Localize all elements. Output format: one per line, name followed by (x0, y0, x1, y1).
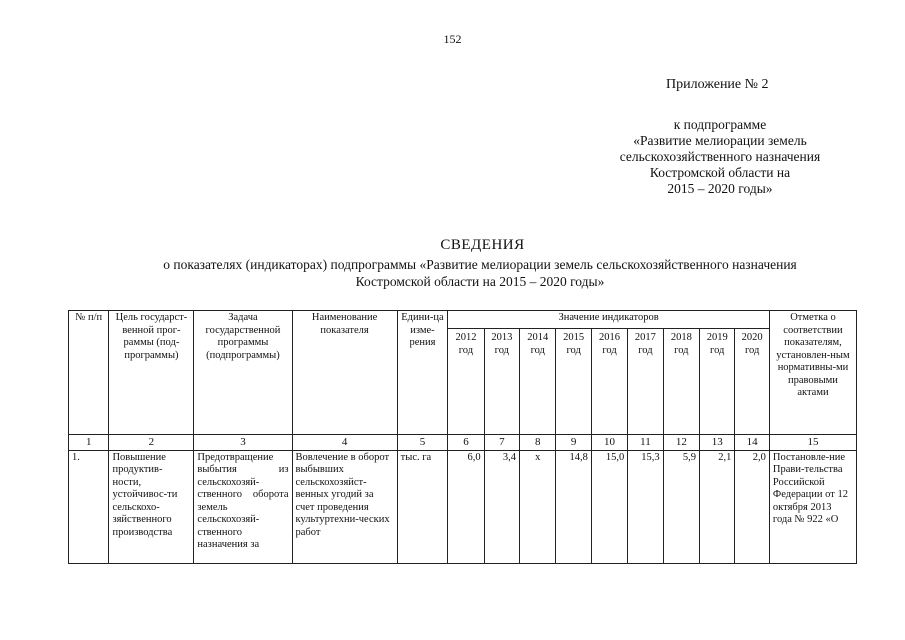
document-subheading (90, 256, 870, 290)
column-number: 7 (484, 435, 519, 451)
document-heading: СВЕДЕНИЯ (440, 237, 525, 253)
column-number: 13 (700, 435, 735, 451)
header-year: 2019 год (700, 329, 735, 435)
appendix-title: Приложение № 2 (666, 77, 769, 92)
header-year: 2013 год (484, 329, 519, 435)
table-row (69, 450, 857, 563)
row-num: 1. (69, 450, 109, 563)
column-number: 14 (735, 435, 770, 451)
row-goal: Повышение продуктив-ности, устойчивос-ти сельскохо-зяйственного производства (109, 450, 194, 563)
row-value: 2,1 (700, 450, 735, 563)
ref-line: Костромской области на (649, 165, 791, 180)
ref-line: сельскохозяйственного назначения (619, 149, 821, 164)
column-number: 4 (292, 435, 397, 451)
page-number: 152 (443, 32, 462, 46)
row-value: 3,4 (484, 450, 519, 563)
column-number: 15 (769, 435, 856, 451)
row-unit: тыс. га (397, 450, 448, 563)
column-number: 2 (109, 435, 194, 451)
header-note: Отметка о соответствии показателям, установлен-ным нормативны-ми правовыми актами (769, 311, 856, 435)
subprogram-reference (590, 117, 850, 197)
column-number: 9 (556, 435, 591, 451)
column-number: 12 (663, 435, 699, 451)
header-goal: Цель государст-венной прог-раммы (под-программы) (109, 311, 194, 435)
row-value: 14,8 (556, 450, 591, 563)
header-num: № п/п (69, 311, 109, 435)
column-number: 1 (69, 435, 109, 451)
ref-line: 2015 – 2020 годы» (667, 181, 773, 196)
header-indicator-name: Наименование показателя (292, 311, 397, 435)
column-number: 3 (194, 435, 292, 451)
header-year: 2012 год (448, 329, 484, 435)
header-values-group: Значение индикаторов (448, 311, 770, 329)
row-note: Постановле-ние Прави-тельства Российской Федерации от 12 октября 2013 года № 922 «О (769, 450, 856, 563)
column-number: 10 (591, 435, 627, 451)
header-year: 2014 год (520, 329, 556, 435)
row-value: 15,0 (591, 450, 627, 563)
header-year: 2020 год (735, 329, 770, 435)
column-number: 11 (628, 435, 663, 451)
header-year: 2016 год (591, 329, 627, 435)
row-value: 15,3 (628, 450, 663, 563)
header-year: 2015 год (556, 329, 591, 435)
header-year: 2017 год (628, 329, 663, 435)
row-value: х (520, 450, 556, 563)
indicator-table (68, 310, 857, 564)
column-number: 8 (520, 435, 556, 451)
row-task: Предотвращение выбытия из сельскохозяй-ственного оборота земель сельскохозяй-ственного назначения за (194, 450, 292, 563)
ref-line: «Развитие мелиорации земель (633, 133, 807, 148)
subheading-line: Костромской области на 2015 – 2020 годы» (355, 274, 605, 289)
column-number: 5 (397, 435, 448, 451)
column-number: 6 (448, 435, 484, 451)
row-indicator: Вовлечение в оборот выбывших сельскохозяйст-венных угодий за счет проведения культуртехни-ческих работ (292, 450, 397, 563)
row-value: 5,9 (663, 450, 699, 563)
header-task: Задача государственной программы (подпрограммы) (194, 311, 292, 435)
ref-line: к подпрограмме (673, 117, 767, 132)
header-unit: Едини-ца изме-рения (397, 311, 448, 435)
row-value: 6,0 (448, 450, 484, 563)
row-value: 2,0 (735, 450, 770, 563)
header-year: 2018 год (663, 329, 699, 435)
subheading-line: о показателях (индикаторах) подпрограммы «Развитие мелиорации земель сельскохозяйственного назначения (163, 257, 797, 272)
